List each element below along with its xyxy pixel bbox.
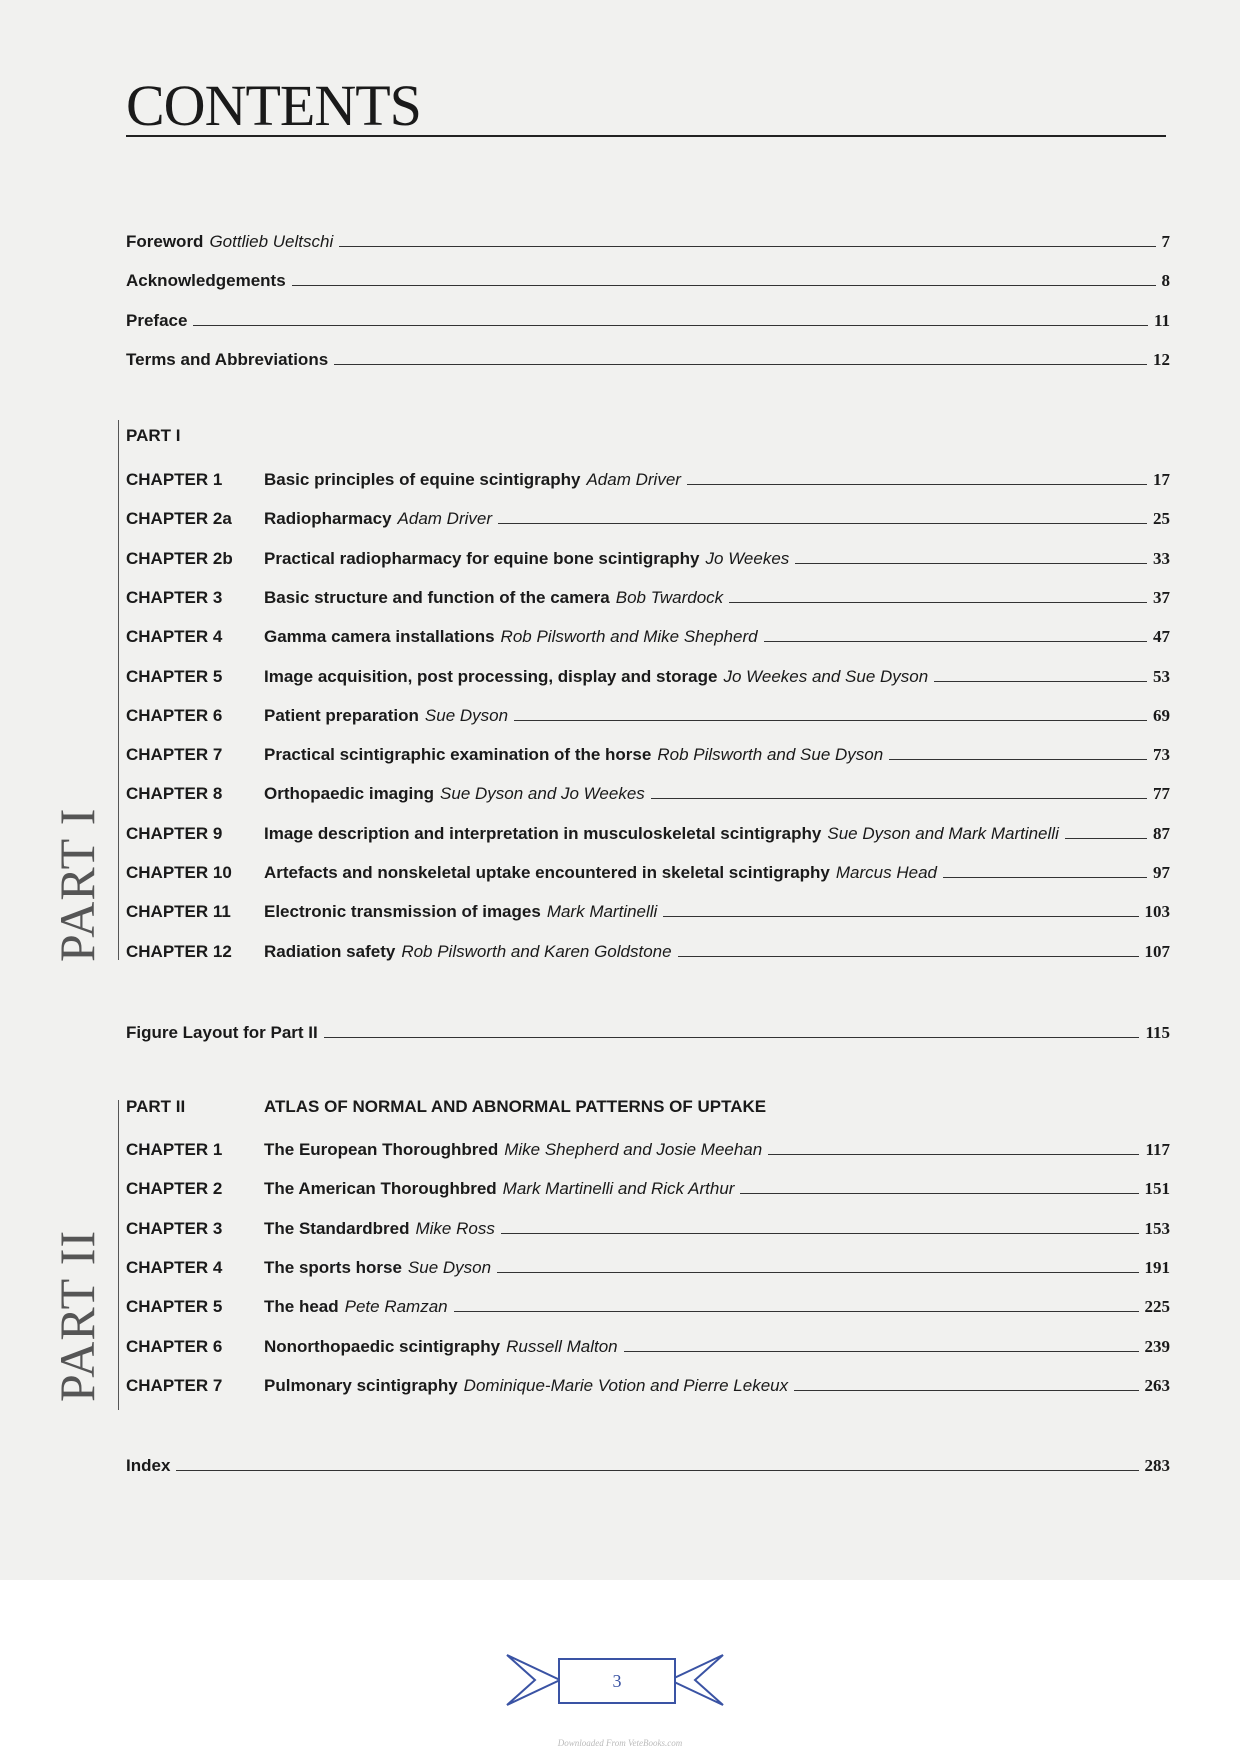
leader-line: [339, 246, 1155, 247]
entry-title: Radiation safety: [264, 941, 396, 961]
chapter-label: CHAPTER 2: [126, 1179, 223, 1199]
leader-line: [454, 1311, 1139, 1312]
toc-row: [0, 1370, 1240, 1396]
leader-line: [687, 484, 1147, 485]
chapter-label: CHAPTER 2a: [126, 509, 232, 529]
entry-author: Sue Dyson: [407, 1257, 492, 1277]
entry-title: Basic principles of equine scintigraphy: [264, 470, 581, 489]
leader-line: [934, 681, 1147, 682]
entry-author: Mike Shepherd and Josie Meehan: [504, 1140, 763, 1159]
entry-author: Mike Ross: [415, 1218, 495, 1238]
entry-page-number: 225: [1144, 1297, 1170, 1317]
entry-author: Rob Pilsworth and Karen Goldstone: [401, 941, 672, 961]
toc-row: [0, 661, 1240, 687]
toc-entry: [264, 706, 1170, 726]
toc-row: [0, 503, 1240, 529]
toc-entry: [264, 745, 1170, 765]
toc-entry: [264, 863, 1170, 883]
leader-line: [768, 1154, 1139, 1155]
chapter-label: CHAPTER 6: [126, 705, 223, 725]
leader-line: [176, 1470, 1138, 1471]
toc-row: [0, 344, 1240, 370]
entry-title: The Standardbred: [264, 1218, 410, 1238]
download-footer: Downloaded From VeteBooks.com: [557, 1738, 683, 1748]
leader-line: [663, 916, 1138, 917]
toc-entry: [264, 942, 1170, 962]
entry-page-number: 153: [1144, 1218, 1170, 1238]
toc-entry: [264, 824, 1170, 844]
leader-line: [678, 956, 1139, 957]
entry-author: Gottlieb Ueltschi: [209, 232, 334, 251]
toc-entry: [264, 902, 1170, 922]
leader-line: [943, 877, 1147, 878]
entry-author: Jo Weekes: [705, 548, 790, 568]
entry-title: Foreword: [126, 232, 204, 251]
leader-line: [764, 641, 1147, 642]
toc-entry: [264, 627, 1170, 647]
page-number: 3: [558, 1658, 676, 1704]
entry-title: Gamma camera installations: [264, 627, 495, 647]
entry-author: Rob Pilsworth and Mike Shepherd: [500, 627, 758, 647]
toc-row: [0, 305, 1240, 331]
toc-row: [0, 857, 1240, 883]
entry-author: Sue Dyson and Jo Weekes: [440, 784, 645, 804]
entry-page-number: 17: [1153, 470, 1170, 489]
entry-page-number: 8: [1161, 271, 1170, 290]
chapter-label: CHAPTER 4: [126, 627, 223, 647]
entry-author: Sue Dyson: [424, 705, 509, 725]
entry-title: The European Thoroughbred: [264, 1140, 499, 1159]
entry-page-number: 37: [1153, 587, 1170, 607]
leader-line: [498, 523, 1147, 524]
entry-title: Practical scintigraphic examination of the horse: [264, 745, 652, 765]
entry-page-number: 25: [1153, 509, 1170, 529]
toc-entry: [264, 1376, 1170, 1396]
toc-entry: [264, 470, 1170, 490]
entry-author: Rob Pilsworth and Sue Dyson: [657, 745, 884, 765]
chapter-label: CHAPTER 11: [126, 902, 231, 922]
leader-line: [1065, 838, 1147, 839]
entry-title: The sports horse: [264, 1257, 402, 1277]
entry-page-number: 47: [1153, 627, 1170, 647]
leader-line: [889, 759, 1147, 760]
leader-line: [729, 602, 1147, 603]
entry-page-number: 115: [1145, 1023, 1170, 1042]
toc-row: [0, 778, 1240, 804]
leader-line: [292, 285, 1156, 286]
left-arrow-ornament: [505, 1650, 565, 1710]
entry-author: Russell Malton: [506, 1336, 618, 1356]
part2-side-label: PART II: [49, 1229, 105, 1402]
toc-entry: [264, 1297, 1170, 1317]
part1-heading: PART I: [126, 426, 181, 445]
entry-page-number: 33: [1153, 548, 1170, 568]
entry-title: Radiopharmacy: [264, 509, 392, 529]
toc-row: [0, 1213, 1240, 1239]
entry-author: Mark Martinelli: [546, 902, 658, 922]
toc-row: [0, 543, 1240, 569]
toc-entry: [264, 667, 1170, 687]
toc-entry: [126, 1456, 1170, 1476]
leader-line: [514, 720, 1147, 721]
entry-author: Marcus Head: [835, 863, 937, 882]
entry-author: Pete Ramzan: [344, 1297, 448, 1317]
entry-page-number: 283: [1144, 1456, 1170, 1475]
entry-author: Dominique-Marie Votion and Pierre Lekeux: [463, 1375, 789, 1395]
toc-row: [0, 1252, 1240, 1278]
toc-row: [0, 700, 1240, 726]
chapter-label: CHAPTER 5: [126, 666, 223, 686]
entry-title: Index: [126, 1456, 171, 1475]
toc-entry: [126, 1023, 1170, 1043]
leader-line: [501, 1233, 1139, 1234]
toc-entry: [264, 549, 1170, 569]
page-title: CONTENTS: [126, 73, 421, 138]
toc-entry: [264, 784, 1170, 804]
entry-page-number: 87: [1153, 823, 1170, 843]
toc-entry: [126, 271, 1170, 291]
entry-title: The American Thoroughbred: [264, 1179, 497, 1199]
toc-row: [0, 1331, 1240, 1357]
entry-title: Basic structure and function of the camera: [264, 587, 610, 607]
leader-line: [651, 798, 1147, 799]
toc-entry: [264, 588, 1170, 608]
entry-title: Practical radiopharmacy for equine bone scintigraphy: [264, 548, 700, 568]
chapter-label: CHAPTER 3: [126, 1218, 223, 1238]
toc-row: [0, 265, 1240, 291]
toc-entry: [264, 1219, 1170, 1239]
toc-row: [0, 1134, 1240, 1160]
chapter-label: CHAPTER 8: [126, 784, 223, 804]
entry-title: Patient preparation: [264, 705, 419, 725]
toc-entry: [264, 1337, 1170, 1357]
entry-page-number: 191: [1144, 1257, 1170, 1277]
entry-page-number: 107: [1144, 941, 1170, 961]
part2-subtitle: ATLAS OF NORMAL AND ABNORMAL PATTERNS OF UPTAKE: [264, 1097, 767, 1116]
toc-row: [0, 739, 1240, 765]
toc-row: [0, 818, 1240, 844]
toc-entry: [126, 232, 1170, 252]
entry-title: Acknowledgements: [126, 271, 286, 290]
chapter-label: CHAPTER 12: [126, 941, 232, 961]
toc-row: [0, 936, 1240, 962]
chapter-label: CHAPTER 9: [126, 823, 223, 843]
entry-title: Image acquisition, post processing, display and storage: [264, 666, 718, 686]
chapter-label: CHAPTER 6: [126, 1336, 223, 1356]
entry-page-number: 73: [1153, 745, 1170, 765]
part1-side-label: PART I: [49, 807, 105, 962]
entry-page-number: 263: [1144, 1375, 1170, 1395]
entry-page-number: 117: [1145, 1140, 1170, 1159]
entry-page-number: 7: [1161, 232, 1170, 251]
entry-title: Electronic transmission of images: [264, 902, 541, 922]
entry-title: Orthopaedic imaging: [264, 784, 435, 804]
toc-row: [0, 621, 1240, 647]
entry-title: Pulmonary scintigraphy: [264, 1375, 458, 1395]
toc-row: [0, 1291, 1240, 1317]
toc-entry: [126, 311, 1170, 331]
entry-page-number: 151: [1144, 1179, 1170, 1199]
entry-page-number: 97: [1153, 863, 1170, 882]
entry-title: Terms and Abbreviations: [126, 350, 329, 369]
chapter-label: CHAPTER 5: [126, 1297, 223, 1317]
toc-entry: [126, 350, 1170, 370]
entry-title: Artefacts and nonskeletal uptake encountered in skeletal scintigraphy: [264, 863, 830, 882]
entry-page-number: 53: [1153, 666, 1170, 686]
toc-row: [0, 1173, 1240, 1199]
toc-row: [0, 896, 1240, 922]
toc-row: [0, 582, 1240, 608]
entry-title: Image description and interpretation in musculoskeletal scintigraphy: [264, 823, 822, 843]
entry-author: Bob Twardock: [615, 587, 724, 607]
title-rule: [126, 135, 1166, 137]
chapter-label: CHAPTER 7: [126, 1375, 223, 1395]
chapter-label: CHAPTER 1: [126, 470, 223, 489]
toc-entry: [264, 1179, 1170, 1199]
leader-line: [497, 1272, 1138, 1273]
entry-author: Mark Martinelli and Rick Arthur: [502, 1179, 735, 1199]
toc-entry: [264, 509, 1170, 529]
entry-author: Adam Driver: [397, 509, 493, 529]
entry-title: Preface: [126, 311, 188, 330]
toc-row: [0, 226, 1240, 252]
leader-line: [334, 364, 1147, 365]
leader-line: [794, 1390, 1138, 1391]
part2-heading: PART II: [126, 1097, 186, 1116]
entry-title: Figure Layout for Part II: [126, 1023, 318, 1042]
entry-author: Sue Dyson and Mark Martinelli: [827, 823, 1059, 843]
toc-row: [0, 1450, 1240, 1476]
leader-line: [193, 325, 1148, 326]
entry-page-number: 77: [1153, 784, 1170, 804]
chapter-label: CHAPTER 1: [126, 1140, 223, 1159]
entry-author: Adam Driver: [586, 470, 681, 489]
toc-row: [0, 1017, 1240, 1043]
leader-line: [740, 1193, 1138, 1194]
chapter-label: CHAPTER 3: [126, 587, 223, 607]
toc-entry: [264, 1140, 1170, 1160]
leader-line: [795, 563, 1147, 564]
entry-author: Jo Weekes and Sue Dyson: [723, 666, 929, 686]
entry-page-number: 239: [1144, 1336, 1170, 1356]
entry-title: Nonorthopaedic scintigraphy: [264, 1336, 501, 1356]
leader-line: [324, 1037, 1140, 1038]
chapter-label: CHAPTER 4: [126, 1257, 223, 1277]
entry-page-number: 11: [1153, 311, 1170, 330]
leader-line: [624, 1351, 1139, 1352]
entry-title: The head: [264, 1297, 339, 1317]
chapter-label: CHAPTER 2b: [126, 548, 233, 568]
chapter-label: CHAPTER 7: [126, 745, 223, 765]
entry-page-number: 69: [1153, 705, 1170, 725]
toc-row: [0, 464, 1240, 490]
toc-entry: [264, 1258, 1170, 1278]
chapter-label: CHAPTER 10: [126, 863, 232, 882]
entry-page-number: 103: [1144, 902, 1170, 922]
entry-page-number: 12: [1153, 350, 1170, 369]
